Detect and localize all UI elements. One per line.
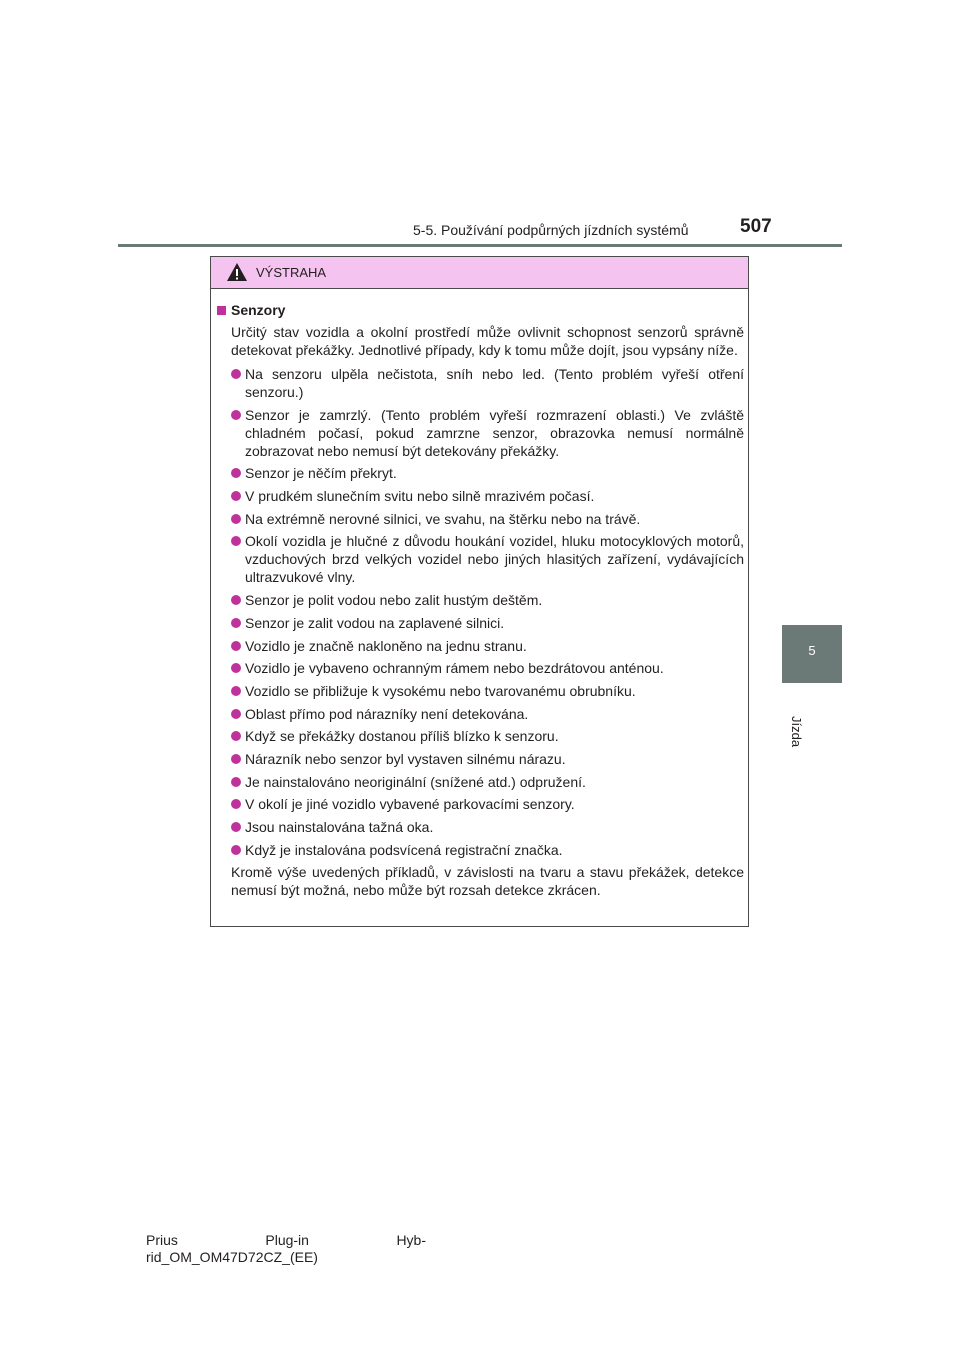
bullet-dot-icon bbox=[231, 731, 241, 741]
footer-variant: Plug-in bbox=[265, 1232, 309, 1248]
list-item-text: Vozidlo je značně nakloněno na jednu stranu. bbox=[245, 637, 527, 654]
list-item-text: Senzor je zamrzlý. (Tento problém vyřeší rozmrazení oblasti.) Ve zvláště chladném počasí, pokud zamrzne senzor, obrazovka nemusí normálně zobrazovat nebo nemusí být detekovány překážky. bbox=[245, 406, 744, 459]
list-item bbox=[231, 532, 744, 586]
list-item-text: Jsou nainstalována tažná oka. bbox=[245, 819, 434, 835]
warning-triangle-icon bbox=[226, 262, 248, 282]
bullet-dot-icon bbox=[231, 799, 241, 809]
list-item bbox=[231, 406, 744, 460]
bullet-dot-icon bbox=[231, 514, 241, 524]
list-item bbox=[231, 659, 744, 677]
list-item bbox=[231, 705, 744, 723]
footer bbox=[146, 1232, 426, 1266]
condition-list bbox=[217, 365, 744, 859]
bullet-dot-icon bbox=[231, 491, 241, 501]
list-item-text: Když se překážky dostanou příliš blízko k senzoru. bbox=[245, 728, 559, 745]
chapter-label: Jízda bbox=[789, 716, 804, 748]
closing-paragraph: Kromě výše uvedených příkladů, v závislosti na tvaru a stavu překážek, detekce nemusí být možná, nebo může být rozsah detekce zkrácen. bbox=[231, 864, 744, 899]
bullet-dot-icon bbox=[231, 618, 241, 628]
list-item-text: Senzor je zalit vodou na zaplavené silnici. bbox=[245, 614, 505, 631]
list-item-text: Vozidlo je vybaveno ochranným rámem nebo bezdrátovou anténou. bbox=[245, 660, 664, 677]
bullet-dot-icon bbox=[231, 709, 241, 719]
footer-model: Prius bbox=[146, 1232, 178, 1248]
list-item-text: Nárazník nebo senzor byl vystaven silnému nárazu. bbox=[245, 750, 566, 767]
footer-line-1 bbox=[146, 1232, 426, 1249]
list-item-text: V okolí je jiné vozidlo vybavené parkovacími senzory. bbox=[245, 796, 575, 813]
list-item bbox=[231, 614, 744, 632]
list-item bbox=[231, 487, 744, 505]
section-title: 5-5. Používání podpůrných jízdních systémů bbox=[413, 222, 689, 238]
list-item bbox=[231, 510, 744, 528]
list-item-text: Na extrémně nerovné silnici, ve svahu, na štěrku nebo na trávě. bbox=[245, 510, 641, 527]
list-item-text: Senzor je polit vodou nebo zalit hustým deštěm. bbox=[245, 592, 543, 609]
list-item-text: Na senzoru ulpěla nečistota, sníh nebo led. (Tento problém vyřeší otření senzoru.) bbox=[245, 366, 744, 400]
list-item-text: Je nainstalováno neoriginální (snížené atd.) odpružení. bbox=[245, 773, 586, 790]
list-item-text: Senzor je něčím překryt. bbox=[245, 465, 397, 482]
list-item-text: Okolí vozidla je hlučné z důvodu houkání vozidel, hluku motocyklových motorů, vzduchových brzd velkých vozidel nebo jiných hlasitých zařízení, vydávajících ultrazvukové vlny. bbox=[245, 533, 744, 586]
bullet-dot-icon bbox=[231, 641, 241, 651]
list-item-text: Vozidlo se přibližuje k vysokému nebo tvarovanému obrubníku. bbox=[245, 682, 636, 699]
header-divider bbox=[118, 244, 842, 247]
list-item bbox=[231, 464, 744, 482]
bullet-dot-icon bbox=[231, 536, 241, 546]
list-item bbox=[231, 818, 744, 836]
list-item bbox=[231, 591, 744, 609]
list-item bbox=[231, 795, 744, 813]
bullet-dot-icon bbox=[231, 410, 241, 420]
bullet-dot-icon bbox=[231, 777, 241, 787]
footer-type: Hyb- bbox=[396, 1232, 426, 1248]
warning-header bbox=[211, 257, 748, 289]
bullet-dot-icon bbox=[231, 822, 241, 832]
list-item bbox=[231, 365, 744, 401]
list-item bbox=[231, 773, 744, 791]
list-item-text: Když je instalována podsvícená registrační značka. bbox=[245, 841, 563, 858]
chapter-tab bbox=[782, 625, 842, 683]
bullet-dot-icon bbox=[231, 754, 241, 764]
bullet-dot-icon bbox=[231, 663, 241, 673]
list-item-text: Oblast přímo pod nárazníky není detekována. bbox=[245, 705, 529, 722]
bullet-dot-icon bbox=[231, 369, 241, 379]
bullet-dot-icon bbox=[231, 845, 241, 855]
chapter-number: 5 bbox=[808, 643, 816, 658]
square-bullet-icon bbox=[217, 306, 226, 315]
list-item bbox=[231, 682, 744, 700]
warning-box bbox=[210, 256, 749, 927]
list-item-text: V prudkém slunečním svitu nebo silně mrazivém počasí. bbox=[245, 488, 595, 505]
list-item bbox=[231, 637, 744, 655]
warning-title: VÝSTRAHA bbox=[256, 265, 327, 280]
page-number: 507 bbox=[740, 216, 772, 237]
bullet-dot-icon bbox=[231, 468, 241, 478]
section-heading-text: Senzory bbox=[231, 302, 286, 318]
bullet-dot-icon bbox=[231, 595, 241, 605]
warning-body bbox=[217, 300, 744, 899]
list-item bbox=[231, 841, 744, 859]
footer-line-2: rid_OM_OM47D72CZ_(EE) bbox=[146, 1249, 318, 1265]
bullet-dot-icon bbox=[231, 686, 241, 696]
list-item bbox=[231, 727, 744, 745]
intro-paragraph: Určitý stav vozidla a okolní prostředí může ovlivnit schopnost senzorů správně detekovat překážky. Jednotlivé případy, kdy k tomu může dojít, jsou vypsány níže. bbox=[231, 324, 744, 358]
section-heading bbox=[217, 300, 744, 320]
list-item bbox=[231, 750, 744, 768]
